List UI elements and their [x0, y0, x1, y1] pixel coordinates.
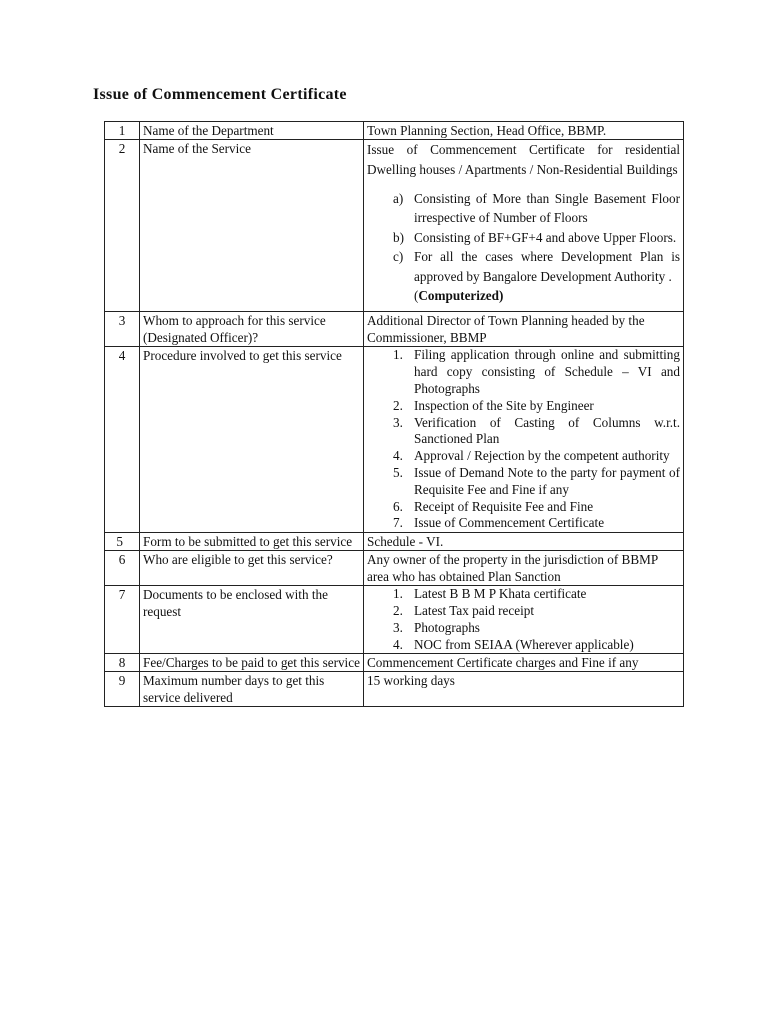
row-value-cell	[364, 586, 684, 654]
row-number: 6	[105, 551, 140, 586]
computerized-close: )	[498, 288, 504, 304]
list-item	[367, 499, 680, 516]
list-item	[367, 398, 680, 415]
list-item	[367, 415, 680, 449]
row-label: Form to be submitted to get this service	[140, 533, 364, 551]
list-marker: c)	[393, 249, 404, 265]
row-number: 2	[105, 140, 140, 312]
list-item	[367, 515, 680, 532]
list-marker: 4.	[393, 636, 403, 652]
list-item	[367, 347, 680, 397]
list-item-text: Inspection of the Site by Engineer	[414, 397, 594, 413]
list-item-text: Approval / Rejection by the competent authority	[414, 448, 670, 464]
row-number: 5	[105, 533, 140, 551]
list-item	[367, 228, 680, 247]
list-marker: b)	[393, 229, 404, 245]
computerized-open: (	[414, 288, 419, 304]
procedure-steps-list	[367, 347, 680, 532]
row-label: Name of the Service	[140, 140, 364, 312]
row-label: Documents to be enclosed with the request	[140, 586, 364, 654]
list-item-text: Receipt of Requisite Fee and Fine	[414, 498, 594, 514]
row-value-cell	[364, 347, 684, 533]
table-row	[105, 672, 684, 707]
list-marker: 2.	[393, 397, 403, 413]
list-item	[367, 448, 680, 465]
row-number: 7	[105, 586, 140, 654]
row-number: 1	[105, 122, 140, 140]
list-marker: 7.	[393, 515, 403, 531]
row-label: Who are eligible to get this service?	[140, 551, 364, 586]
document-title: Issue of Commencement Certificate	[93, 86, 347, 103]
row-label: Name of the Department	[140, 122, 364, 140]
table-row	[105, 533, 684, 551]
row-label: Whom to approach for this service (Designated Officer)?	[140, 312, 364, 347]
table-row	[105, 551, 684, 586]
list-item-text: Filing application through online and submitting hard copy consisting of Schedule – VI and Photographs	[414, 347, 680, 397]
row-number: 3	[105, 312, 140, 347]
service-subtypes-list	[367, 189, 680, 305]
list-item	[367, 603, 680, 620]
documents-list	[367, 586, 680, 653]
list-item-text: Verification of Casting of Columns w.r.t. Sanctioned Plan	[414, 414, 680, 447]
list-item-text: Issue of Commencement Certificate	[414, 515, 605, 531]
list-item	[367, 637, 680, 654]
list-item-text: NOC from SEIAA (Wherever applicable)	[414, 636, 634, 652]
list-marker: a)	[393, 191, 404, 206]
row-label: Fee/Charges to be paid to get this service	[140, 654, 364, 672]
table-row	[105, 312, 684, 347]
list-item	[367, 465, 680, 499]
list-item	[367, 189, 680, 228]
list-marker: 2.	[393, 603, 403, 618]
row-value: Additional Director of Town Planning headed by the Commissioner, BBMP	[364, 312, 684, 347]
list-marker: 1.	[393, 586, 403, 602]
list-item	[367, 247, 680, 305]
list-item-text: Consisting of More than Single Basement Floor irrespective of Number of Floors	[414, 191, 680, 226]
list-marker: 5.	[393, 465, 403, 481]
row-number: 9	[105, 672, 140, 707]
table-row	[105, 586, 684, 654]
list-marker: 3.	[393, 414, 403, 430]
list-item-text: Latest Tax paid receipt	[414, 603, 535, 618]
service-description: Issue of Commencement Certificate for residential Dwelling houses / Apartments / Non-Residential Buildings	[367, 142, 680, 177]
row-value: 15 working days	[364, 672, 684, 707]
table-row	[105, 122, 684, 140]
list-marker: 3.	[393, 619, 403, 635]
list-marker: 4.	[393, 448, 403, 464]
row-label: Procedure involved to get this service	[140, 347, 364, 533]
table-row	[105, 654, 684, 672]
row-value: Commencement Certificate charges and Fine if any	[364, 654, 684, 672]
row-value: Town Planning Section, Head Office, BBMP.	[364, 122, 684, 140]
row-number: 4	[105, 347, 140, 533]
table-row	[105, 140, 684, 312]
list-item-text: Latest B B M P Khata certificate	[414, 586, 587, 602]
service-details-table	[104, 121, 684, 707]
row-label: Maximum number days to get this service delivered	[140, 672, 364, 707]
list-item-text: Issue of Demand Note to the party for payment of Requisite Fee and Fine if any	[414, 465, 680, 497]
list-item-text: For all the cases where Development Plan is approved by Bangalore Development Authority .	[414, 249, 680, 284]
list-item	[367, 620, 680, 637]
row-value-cell	[364, 140, 684, 312]
list-item-text: Consisting of BF+GF+4 and above Upper Floors.	[414, 229, 677, 245]
computerized-label: Computerized	[418, 288, 499, 304]
list-item	[367, 586, 680, 603]
row-value: Schedule - VI.	[364, 533, 684, 551]
list-marker: 6.	[393, 498, 403, 514]
list-item-text: Photographs	[414, 619, 480, 635]
row-number: 8	[105, 654, 140, 672]
table-row	[105, 347, 684, 533]
row-value: Any owner of the property in the jurisdiction of BBMP area who has obtained Plan Sanction	[364, 551, 684, 586]
list-marker: 1.	[393, 347, 403, 363]
